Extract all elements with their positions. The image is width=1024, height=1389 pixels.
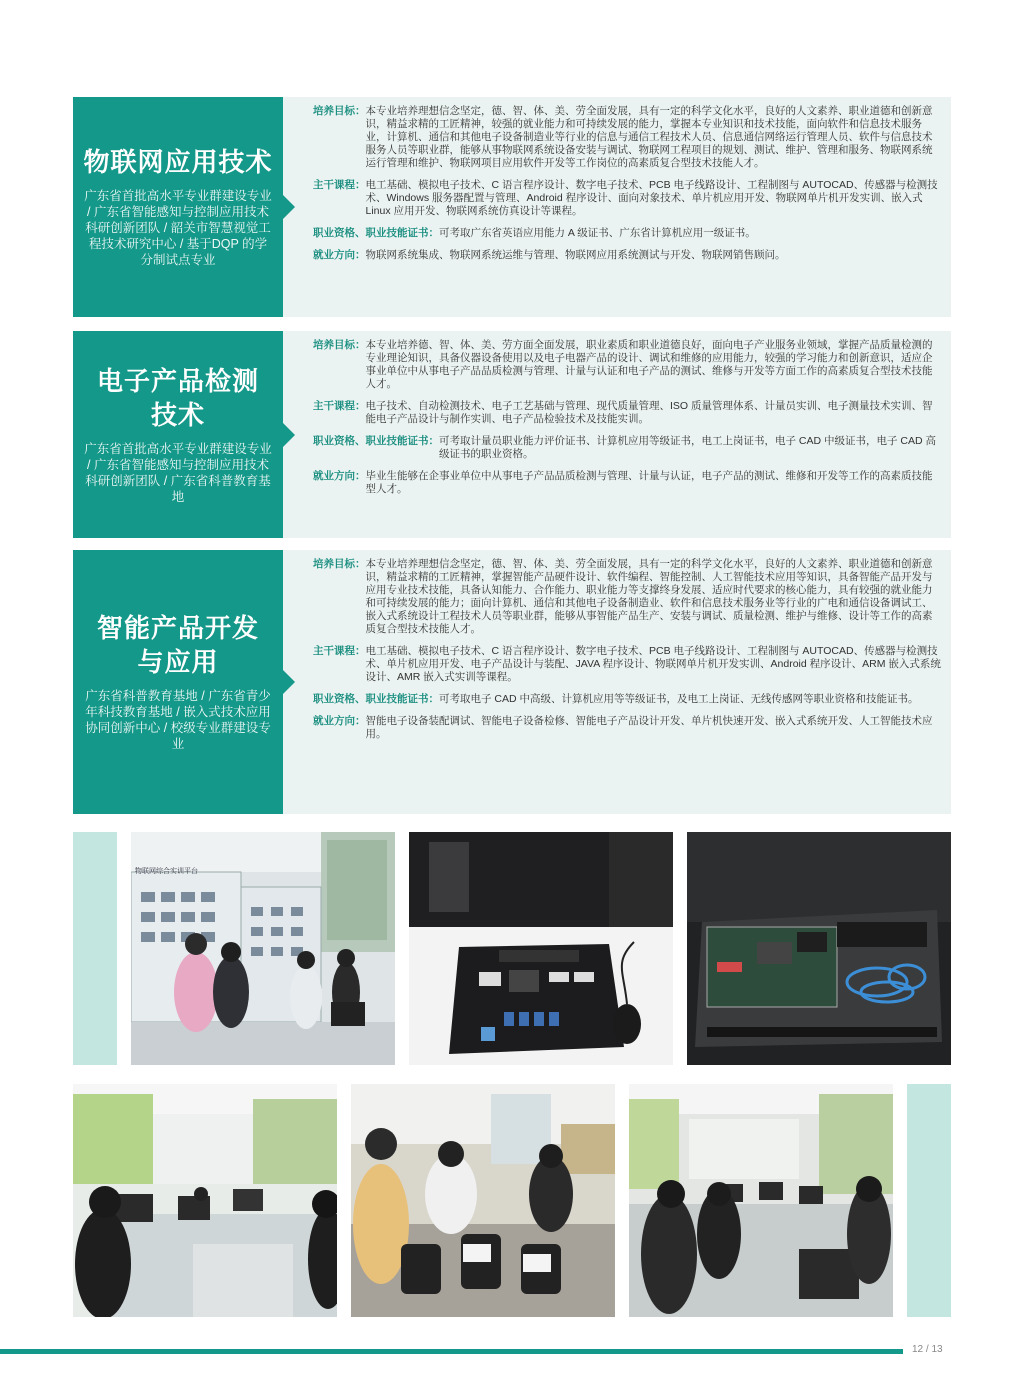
- photo-kit-case-image: [687, 832, 951, 1065]
- program-details: [283, 550, 951, 814]
- photo-lab-students-image: [629, 1084, 893, 1317]
- certificates-text: 可考取广东省英语应用能力 A 级证书、广东省计算机应用一级证书。: [439, 227, 756, 239]
- program-iot: [73, 97, 951, 317]
- program-title: [97, 365, 259, 433]
- program-title-line: 技术: [150, 400, 205, 431]
- photo-robotics-class: [351, 1084, 615, 1317]
- photo-kit-case: [687, 832, 951, 1065]
- employment: [313, 470, 941, 496]
- main-courses-text: 电子技术、自动检测技术、电子工艺基础与管理、现代质量管理、ISO 质量管理体系、计量员实训、电子测量技术实训、智能电子产品设计与制作实训、电子产品检验技术及技能实训。: [365, 400, 933, 425]
- footer-bar: [0, 1349, 903, 1354]
- training-goal-text: 本专业培养理想信念坚定，德、智、体、美、劳全面发展，具有一定的科学文化水平，良好的人文素养、职业道德和创新意识，精益求精的工匠精神，较强的就业能力和可持续发展的能力，掌握本专业知识和技术技能，面向软件和信息技术服务业，计算机、通信和其他电子设备制造业等行业的信息与通信工程技术人员、信息通信网络运行管理人员、软件与信息技术服务人员等职业群，能够从事物联网系统设备安装与调试、物联网工程项目的规划、测试、维护、管理和服务、物联网系统运行管理和维护、物联网项目应用软件开发等工作岗位的高素质复合型技术技能人才。: [365, 105, 933, 169]
- certificates-label: 职业资格、职业技能证书：: [313, 227, 439, 239]
- main-courses-text: 电工基础、模拟电子技术、C 语言程序设计、数字电子技术、PCB 电子线路设计、工程制图与 AUTOCAD、传感器与检测技术、单片机应用开发、电子产品设计与装配、JAVA 程序设计、物联网单片机开发实训、Android 程序设计、ARM 嵌入式系统设计、AMR 嵌入式实训等课程。: [365, 645, 941, 683]
- training-goal: [313, 558, 941, 636]
- certificates-label: 职业资格、职业技能证书：: [313, 693, 439, 705]
- program-electronic-testing: [73, 331, 951, 538]
- program-subtitle: 广东省首批高水平专业群建设专业 / 广东省智能感知与控制应用技术科研创新团队 / 韶关市智慧视觉工程技术研究中心 / 基于DQP 的学分制试点专业: [84, 189, 272, 267]
- training-goal: [313, 339, 941, 391]
- employment-label: 就业方向：: [313, 715, 366, 727]
- employment-text: 智能电子设备装配调试、智能电子设备检修、智能电子产品设计开发、单片机快速开发、嵌入式系统开发、人工智能技术应用。: [365, 715, 933, 740]
- photo-iot-lab: [131, 832, 395, 1065]
- certificates-text: 可考取电子 CAD 中高级、计算机应用等等级证书，及电工上岗证、无线传感网等职业资格和技能证书。: [439, 693, 919, 705]
- certificates: [313, 693, 941, 706]
- training-goal-label: 培养目标：: [313, 558, 366, 570]
- main-courses-label: 主干课程：: [313, 400, 366, 412]
- program-title-line: 物联网应用技术: [83, 148, 273, 178]
- photo-computer-classroom-image: [73, 1084, 337, 1317]
- photo-lab-students: [629, 1084, 893, 1317]
- photo-computer-classroom: [73, 1084, 337, 1317]
- program-title-line: 电子产品检测: [96, 366, 259, 397]
- training-goal-label: 培养目标：: [313, 339, 366, 351]
- employment-label: 就业方向：: [313, 470, 366, 482]
- page-number: 12 / 13: [912, 1344, 943, 1355]
- photo-dev-board-image: [409, 832, 673, 1065]
- program-title-line: 智能产品开发: [96, 614, 259, 644]
- program-header: [73, 550, 283, 814]
- training-goal-text: 本专业培养理想信念坚定，德、智、体、美、劳全面发展，具有一定的科学文化水平，良好的人文素养、职业道德和创新意识，精益求精的工匠精神，掌握智能产品硬件设计、软件编程、智能控制、人工智能技术应用等知识，具备智能产品开发与应用专业技术技能，具备认知能力、合作能力、职业能力等支撑终身发展、适应时代要求的核心能力，具有较强的就业能力和可持续发展的能力；面向计算机、通信和其他电子设备制造业、软件和信息技术服务业等行业的广电和通信设备调试工、嵌入式系统设计工程技术人员等职业群，能够从事智能产品生产、安装与调试、质量检测、维护与维修、设计等工作的高素质复合型技术技能人才。: [365, 558, 933, 635]
- certificates: [313, 227, 941, 240]
- main-courses: [313, 179, 941, 218]
- program-header: [73, 331, 283, 538]
- main-courses: [313, 645, 941, 684]
- lab-board-title: 物联网综合实训平台: [135, 867, 198, 875]
- photo-dev-board: [409, 832, 673, 1065]
- program-details: [283, 97, 951, 317]
- certificates-text: 可考取计量员职业能力评价证书、计算机应用等级证书，电工上岗证书，电子 CAD 中级证书，电子 CAD 高级证书的职业资格。: [439, 435, 937, 460]
- main-courses-label: 主干课程：: [313, 179, 366, 191]
- program-title: [83, 146, 272, 180]
- employment-text: 物联网系统集成、物联网系统运维与管理、物联网应用系统测试与开发、物联网销售顾问。: [365, 249, 786, 261]
- training-goal: [313, 105, 941, 170]
- training-goal-text: 本专业培养德、智、体、美、劳方面全面发展，职业素质和职业道德良好，面向电子产业服务业领域，掌握产品质量检测的专业理论知识，具备仪器设备使用以及电子电器产品的设计、调试和维修的应用能力，较强的学习能力和创新意识，适应企事业单位中从事电子产品品质检测与管理、计量与认证和电子产品的测试、维修与开发等方面工作的高素质复合型技术技能人才。: [365, 339, 933, 390]
- photo-robotics-class-image: [351, 1084, 615, 1317]
- certificates: [313, 435, 941, 461]
- training-goal-label: 培养目标：: [313, 105, 366, 117]
- program-header: [73, 97, 283, 317]
- program-subtitle: 广东省首批高水平专业群建设专业 / 广东省智能感知与控制应用技术科研创新团队 / 广东省科普教育基地: [84, 441, 272, 504]
- decorative-block-left: [73, 832, 117, 1065]
- main-courses: [313, 400, 941, 426]
- employment: [313, 715, 941, 741]
- program-smart-products: [73, 550, 951, 814]
- main-courses-label: 主干课程：: [313, 645, 366, 657]
- program-details: [283, 331, 951, 538]
- decorative-block-right: [907, 1084, 951, 1317]
- program-title-line: 与应用: [137, 648, 219, 678]
- main-courses-text: 电工基础、模拟电子技术、C 语言程序设计、数字电子技术、PCB 电子线路设计、工程制图与 AUTOCAD、传感器与检测技术、Windows 服务器配置与管理、Android 程序设计、面向对象技术、单片机应用开发、物联网单片机开发实训、嵌入式 Linux 应用开发、物联网系统仿真设计等课程。: [365, 179, 938, 217]
- employment: [313, 249, 941, 262]
- employment-text: 毕业生能够在企事业单位中从事电子产品品质检测与管理、计量与认证，电子产品的测试、维修和开发等工作的高素质技能型人才。: [365, 470, 933, 495]
- program-title: [97, 612, 259, 680]
- employment-label: 就业方向：: [313, 249, 366, 261]
- certificates-label: 职业资格、职业技能证书：: [313, 435, 439, 447]
- program-subtitle: 广东省科普教育基地 / 广东省青少年科技教育基地 / 嵌入式技术应用协同创新中心 / 校级专业群建设专业: [85, 689, 271, 751]
